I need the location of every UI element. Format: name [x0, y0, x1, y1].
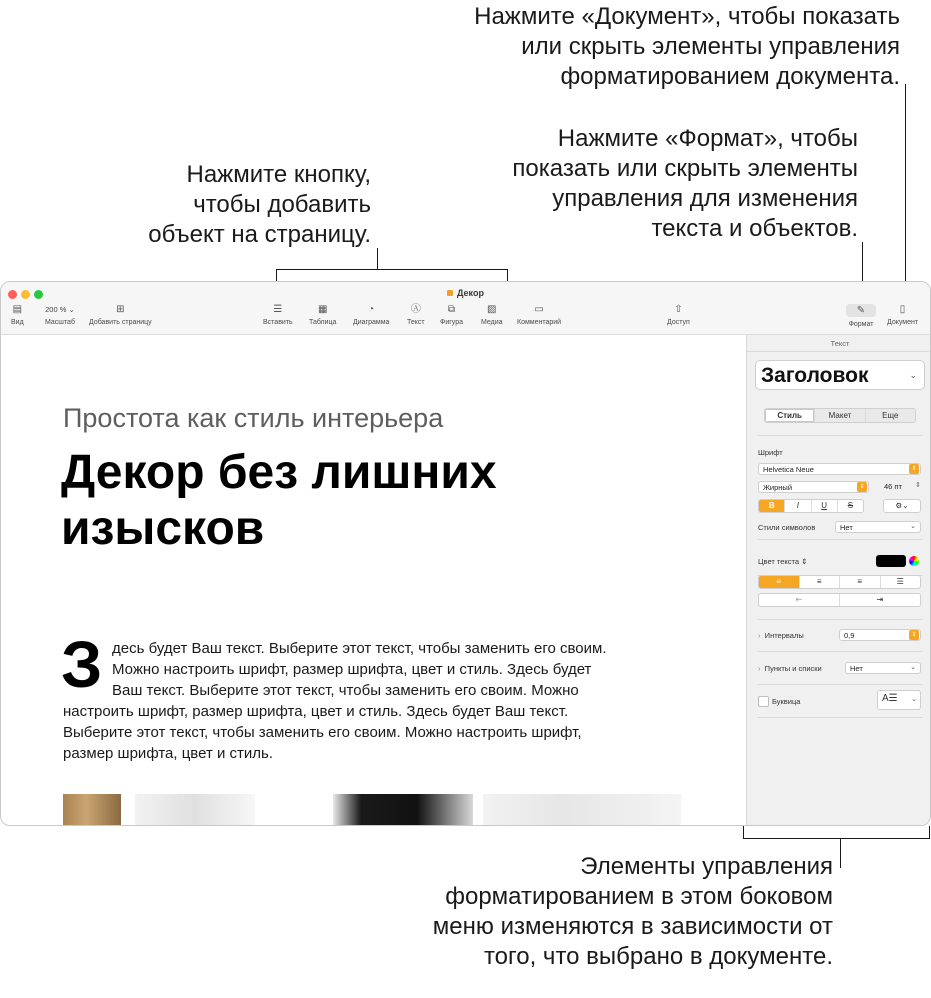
- text-label: Текст: [407, 319, 425, 326]
- chart-icon: ◔: [368, 304, 375, 315]
- align-left-button[interactable]: [759, 576, 800, 588]
- callout-line: того, что выбрано в документе.: [483, 943, 833, 970]
- document-icon: [447, 290, 453, 296]
- bullets-label: Пункты и списки: [764, 664, 822, 673]
- char-styles-label: Стили символов: [758, 523, 816, 532]
- text-color-label-text: Цвет текста: [758, 557, 800, 566]
- callout-insert: [60, 160, 371, 250]
- media-label: Медиа: [481, 319, 503, 326]
- paragraph-style-value: Заголовок: [761, 364, 869, 387]
- callout-line: форматированием в этом боковом: [445, 883, 833, 910]
- photo-lamp: [333, 794, 473, 826]
- format-sidebar: [746, 335, 931, 826]
- title-line: изысков: [61, 502, 265, 555]
- table-label: Таблица: [309, 319, 337, 326]
- tab-style[interactable]: Стиль: [765, 409, 815, 422]
- chevron-down-icon: ⌄: [910, 664, 916, 671]
- callout-insert-bracket: [276, 269, 508, 270]
- stepper-icon[interactable]: ⇕: [915, 482, 921, 489]
- shape-button[interactable]: [440, 304, 463, 326]
- zoom-value-text: 200 %: [45, 305, 67, 314]
- callout-sidebar-bracket-right: [929, 826, 930, 838]
- callout-line: Элементы управления: [580, 853, 833, 880]
- divider: [747, 351, 931, 352]
- chevron-updown-icon: ⇕: [801, 557, 808, 566]
- align-center-icon: ≡: [816, 577, 822, 586]
- font-family-select[interactable]: [758, 463, 921, 475]
- dropcap-style-icon: A☰: [882, 693, 898, 704]
- divider: [757, 539, 923, 540]
- insert-icon: ☰: [273, 304, 283, 315]
- zoom-label: Масштаб: [45, 319, 75, 326]
- body-text-line[interactable]: настроить шрифт, размер шрифта, цвет и стиль. Здесь будет Ваш текст.: [63, 703, 569, 720]
- indent-buttons: [758, 593, 921, 607]
- justify-button[interactable]: [881, 576, 921, 588]
- chevron-right-icon: ›: [758, 631, 761, 640]
- underline-button[interactable]: U: [812, 500, 838, 512]
- callout-line: Нажмите «Формат», чтобы: [557, 125, 858, 152]
- body-text-line[interactable]: Ваш текст. Выберите этот текст, чтобы заменить его своим. Можно: [112, 682, 579, 699]
- body-text-line[interactable]: Можно настроить шрифт, размер шрифта, цвет и стиль. Здесь будет: [112, 661, 592, 678]
- chevron-updown-icon: ⇕: [909, 630, 919, 640]
- increase-indent-button[interactable]: [840, 594, 920, 606]
- titlebar: [1, 282, 930, 335]
- shape-icon: ⧉: [447, 304, 456, 315]
- chevron-right-icon: ›: [758, 664, 761, 673]
- comment-icon: ▭: [534, 304, 544, 315]
- divider: [757, 684, 923, 685]
- font-label: Шрифт: [758, 448, 783, 457]
- char-styles-select[interactable]: [835, 521, 921, 533]
- table-button[interactable]: [309, 304, 336, 326]
- font-weight-select[interactable]: [758, 481, 869, 493]
- zoom-menu[interactable]: [45, 304, 75, 326]
- callout-format: [400, 124, 858, 244]
- document-canvas[interactable]: [1, 335, 746, 826]
- justify-icon: ☰: [896, 577, 904, 586]
- callout-insert-bracket-right: [507, 269, 508, 281]
- media-button[interactable]: [481, 304, 503, 326]
- add-page-icon: ⊞: [116, 304, 125, 315]
- add-page-label: Добавить страницу: [89, 319, 152, 326]
- dropcap-style-menu[interactable]: [877, 690, 921, 710]
- align-left-icon: ≡: [776, 577, 782, 586]
- callout-line: показать или скрыть элементы: [512, 155, 858, 182]
- document-photo[interactable]: [63, 794, 681, 826]
- callout-insert-line: [377, 248, 378, 270]
- outdent-icon: ⇤: [795, 595, 803, 604]
- spacing-disclosure[interactable]: [758, 631, 804, 640]
- text-style-buttons: [758, 499, 864, 513]
- media-icon: ▨: [487, 304, 497, 315]
- align-center-button[interactable]: [800, 576, 841, 588]
- body-text-line[interactable]: размер шрифта, цвет и стиль.: [63, 745, 274, 762]
- sidebar-header: Текст: [830, 339, 850, 348]
- callout-line: Нажмите «Документ», чтобы показать: [474, 3, 900, 30]
- divider: [757, 651, 923, 652]
- window-title-text: Декор: [457, 288, 484, 298]
- bullets-value: Нет: [850, 664, 863, 673]
- callout-line: форматированием документа.: [560, 63, 900, 90]
- callout-line: или скрыть элементы управления: [521, 33, 900, 60]
- tab-more[interactable]: Еще: [866, 409, 915, 422]
- bullets-select[interactable]: [845, 662, 921, 674]
- callout-sidebar-bracket: [743, 838, 930, 839]
- share-icon: ⇧: [674, 304, 683, 315]
- chevron-down-icon: ⌄: [910, 523, 916, 530]
- chevron-updown-icon: ⇕: [909, 464, 919, 474]
- shape-label: Фигура: [440, 319, 463, 326]
- chevron-down-icon: ⌄: [909, 370, 917, 380]
- decrease-indent-button[interactable]: [759, 594, 840, 606]
- chevron-down-icon: ⌄: [911, 696, 917, 703]
- color-wheel-icon[interactable]: [909, 556, 919, 566]
- add-page-button[interactable]: [89, 304, 152, 326]
- text-button[interactable]: [407, 304, 425, 326]
- char-styles-value: Нет: [840, 523, 853, 532]
- chart-button[interactable]: [353, 304, 389, 326]
- bold-button[interactable]: B: [759, 500, 785, 512]
- align-right-button[interactable]: [840, 576, 881, 588]
- callout-sidebar: [300, 852, 833, 972]
- share-label: Доступ: [667, 319, 690, 326]
- font-size-field[interactable]: [878, 481, 921, 493]
- font-family-value: Helvetica Neue: [763, 465, 814, 474]
- paintbrush-icon: ✎: [846, 304, 876, 317]
- chevron-down-icon: ⌄: [68, 305, 75, 314]
- drop-cap[interactable]: З: [61, 627, 103, 701]
- document-title[interactable]: [61, 445, 681, 557]
- callout-sidebar-bracket-left: [743, 826, 744, 838]
- chart-label: Диаграмма: [353, 319, 390, 326]
- spacing-select[interactable]: [839, 629, 921, 641]
- gear-icon: ⚙⌄: [895, 501, 909, 510]
- spacing-label: Интервалы: [764, 631, 804, 640]
- divider: [757, 717, 923, 718]
- alignment-buttons: [758, 575, 921, 589]
- bullets-disclosure[interactable]: [758, 664, 822, 673]
- divider: [757, 619, 923, 620]
- callout-document: [330, 2, 900, 92]
- italic-button[interactable]: I: [785, 500, 811, 512]
- chevron-updown-icon: ⇕: [857, 482, 867, 492]
- window-title: [1, 288, 930, 298]
- photo-wood: [63, 794, 121, 826]
- insert-button[interactable]: [263, 304, 293, 326]
- callout-document-line: [905, 84, 906, 300]
- callout-insert-bracket-left: [276, 269, 277, 281]
- view-label: Вид: [11, 319, 24, 326]
- dropcap-checkbox[interactable]: [758, 696, 769, 707]
- body-text-line[interactable]: десь будет Ваш текст. Выберите этот текст, чтобы заменить его своим.: [112, 640, 607, 657]
- paragraph-style-menu[interactable]: [755, 360, 925, 390]
- spacing-value: 0,9: [844, 631, 855, 640]
- callout-line: текста и объектов.: [651, 215, 858, 242]
- zoom-value: [45, 304, 75, 315]
- pages-window: [0, 281, 931, 826]
- callout-line: чтобы добавить: [193, 191, 371, 218]
- document-icon: ▯: [899, 304, 906, 315]
- comment-button[interactable]: [517, 304, 561, 326]
- body-text-line[interactable]: Выберите этот текст, чтобы заменить его своим. Можно настроить шрифт,: [63, 724, 582, 741]
- text-color-label: [758, 557, 807, 566]
- callout-line: объект на страницу.: [148, 221, 371, 248]
- view-button[interactable]: [11, 304, 24, 326]
- font-size-value: 46 пт: [884, 482, 902, 491]
- document-subtitle[interactable]: Простота как стиль интерьера: [63, 403, 444, 433]
- comment-label: Комментарий: [517, 319, 562, 326]
- photo-wall: [483, 794, 681, 826]
- sidebar-tabs: [764, 408, 916, 423]
- document-button[interactable]: [887, 304, 918, 326]
- strikethrough-button[interactable]: S: [847, 501, 854, 510]
- callout-line: управления для изменения: [552, 185, 858, 212]
- document-label: Документ: [887, 319, 919, 326]
- photo-curtain: [135, 794, 255, 826]
- sidebar-icon: ▤: [12, 304, 23, 315]
- format-label: Формат: [848, 321, 874, 328]
- advanced-options-button[interactable]: [883, 499, 921, 513]
- insert-label: Вставить: [263, 319, 293, 326]
- format-button[interactable]: [846, 304, 876, 328]
- dropcap-label: Буквица: [772, 697, 801, 706]
- text-box-icon: Ⓐ: [410, 304, 421, 315]
- callout-line: меню изменяются в зависимости от: [432, 913, 833, 940]
- title-line: Декор без лишних: [61, 446, 497, 499]
- tab-layout[interactable]: Макет: [815, 409, 865, 422]
- text-color-well[interactable]: [876, 555, 906, 567]
- callout-line: Нажмите кнопку,: [186, 161, 371, 188]
- align-right-icon: ≡: [857, 577, 863, 586]
- indent-icon: ⇥: [876, 595, 884, 604]
- share-button[interactable]: [667, 304, 690, 326]
- table-icon: ▦: [318, 304, 328, 315]
- font-weight-value: Жирный: [763, 483, 793, 492]
- callout-sidebar-line: [840, 838, 841, 868]
- divider: [757, 435, 923, 436]
